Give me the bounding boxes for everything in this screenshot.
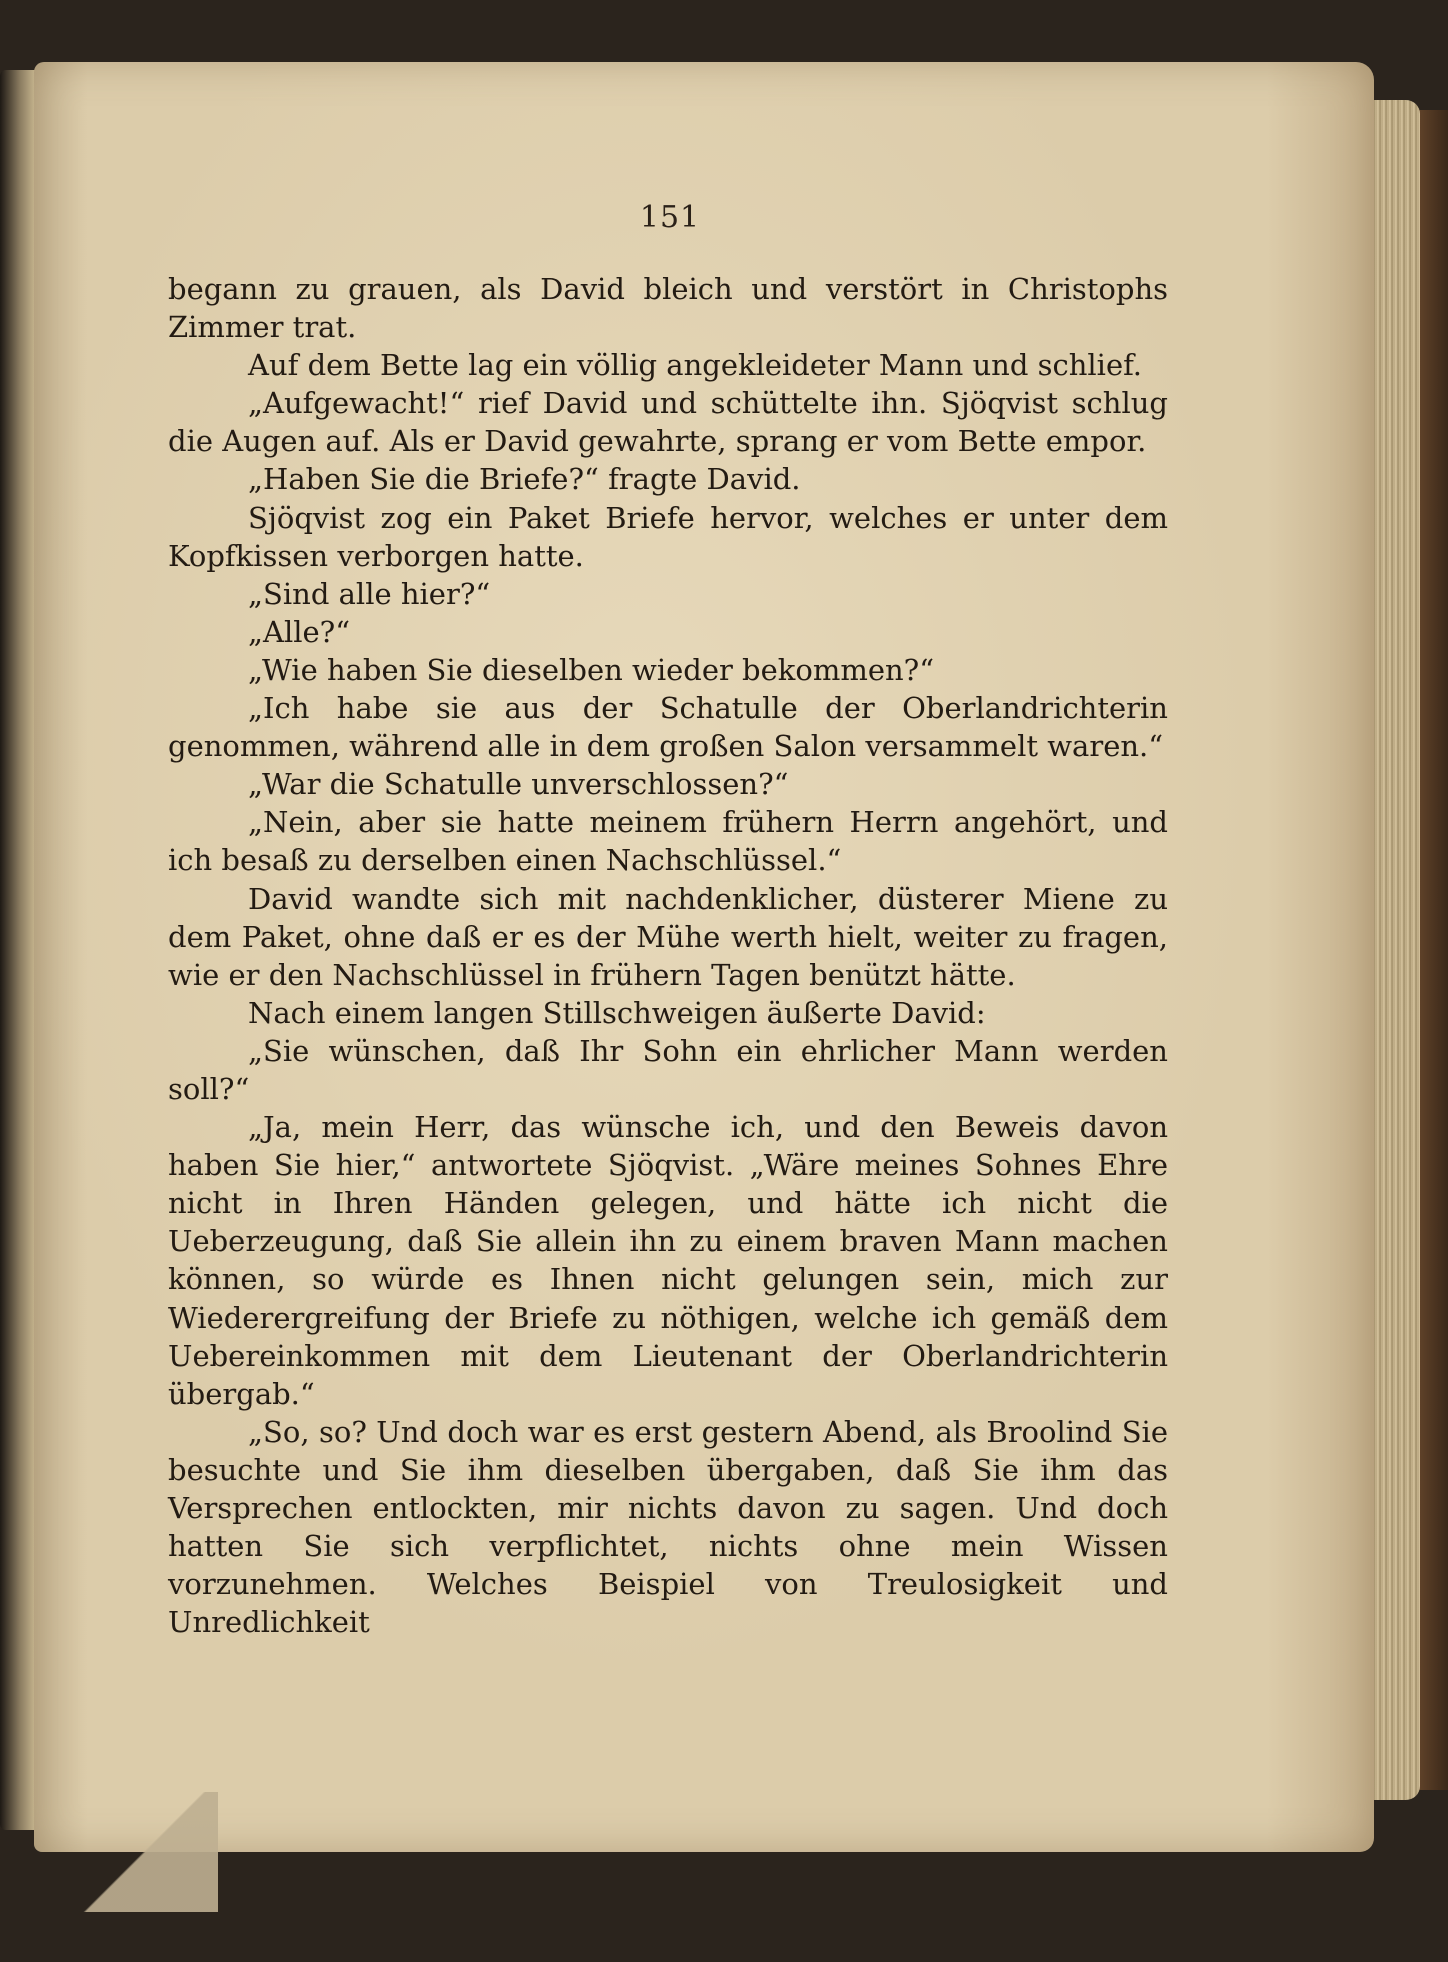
paragraph-11: „Nein, aber sie hatte meinem frühern Herrn angehört, und ich besaß zu derselben einen Nachschlüssel.“ (168, 805, 1168, 878)
paragraph-14: „Sie wünschen, daß Ihr Sohn ein ehrlicher Mann werden soll?“ (168, 1033, 1168, 1106)
paragraph-7: „Alle?“ (248, 614, 351, 649)
paragraph-9: „Ich habe sie aus der Schatulle der Oberlandrichterin genommen, während alle in dem großen Salon versammelt waren.“ (168, 691, 1168, 764)
paragraph-2: Auf dem Bette lag ein völlig angekleideter Mann und schlief. (248, 348, 1143, 383)
paragraph-5: Sjöqvist zog ein Paket Briefe hervor, welches er unter dem Kopfkissen verborgen hatte. (168, 500, 1168, 573)
paragraph-15: „Ja, mein Herr, das wünsche ich, und den Beweis davon haben Sie hier,“ antwortete Sjöqvist. „Wäre meines Sohnes Ehre nicht in Ihren Händen gelegen, und hätte ich nicht die Ueberzeugung, daß Sie allein ihn zu einem braven Mann machen können, so würde es Ihnen nicht gelungen sein, mich zur Wiederergreifung der Briefe zu nöthigen, welche ich gemäß dem Uebereinkommen mit dem Lieutenant der Oberlandrichterin übergab.“ (168, 1110, 1168, 1411)
body-text (168, 270, 1168, 1641)
paragraph-12: David wandte sich mit nachdenklicher, düsterer Miene zu dem Paket, ohne daß er es der Mühe werth hielt, weiter zu fragen, wie er den Nachschlüssel in frühern Tagen benützt hätte. (168, 881, 1168, 992)
paragraph-8: „Wie haben Sie dieselben wieder bekommen?“ (248, 652, 935, 687)
paragraph-13: Nach einem langen Stillschweigen äußerte David: (248, 995, 986, 1030)
paragraph-1: begann zu grauen, als David bleich und verstört in Christophs Zimmer trat. (168, 272, 1168, 345)
left-page-edge (0, 70, 36, 1830)
page-number: 151 (639, 200, 701, 235)
paragraph-4: „Haben Sie die Briefe?“ fragte David. (248, 462, 801, 497)
worn-corner (68, 1792, 218, 1912)
paragraph-16: „So, so? Und doch war es erst gestern Abend, als Broolind Sie besuchte und Sie ihm dieselben übergaben, daß Sie ihm das Versprechen entlockten, mir nichts davon zu sagen. Und doch hatten Sie sich verpflichtet, nichts ohne mein Wissen vorzunehmen. Welches Beispiel von Treulosigkeit und Unredlichkeit (168, 1414, 1168, 1640)
paragraph-10: „War die Schatulle unverschlossen?“ (248, 767, 789, 802)
paragraph-6: „Sind alle hier?“ (248, 576, 491, 611)
paragraph-3: „Aufgewacht!“ rief David und schüttelte ihn. Sjöqvist schlug die Augen auf. Als er David gewahrte, sprang er vom Bette empor. (168, 386, 1168, 459)
